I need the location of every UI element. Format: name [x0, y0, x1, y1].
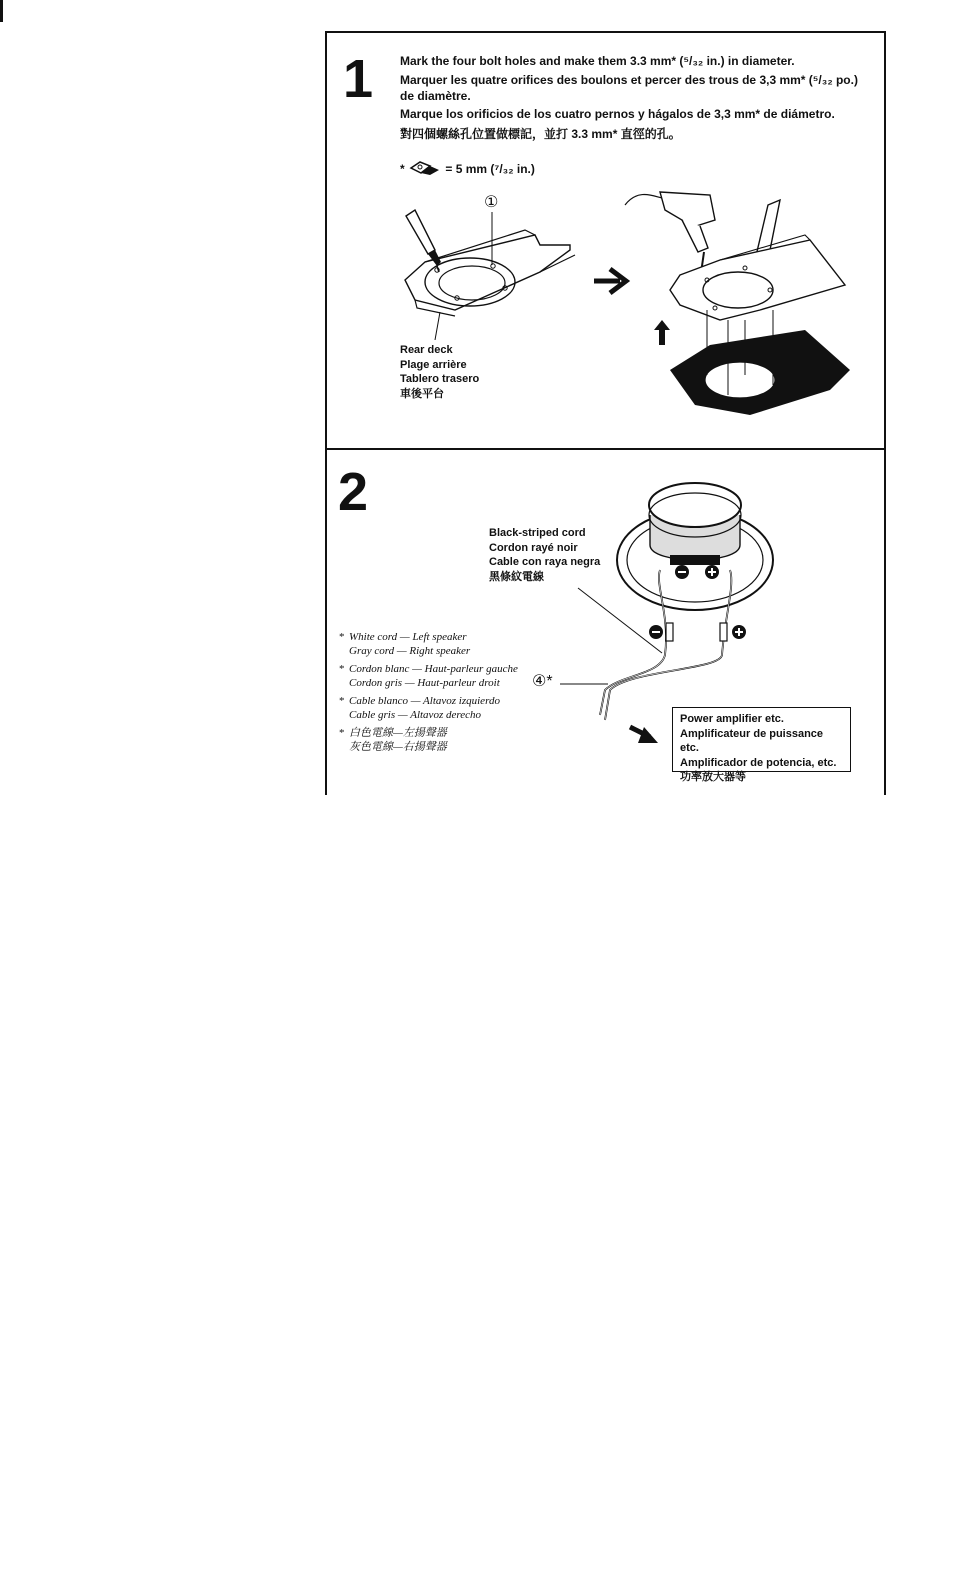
rear-deck-label-es: Tablero trasero — [400, 373, 480, 385]
rear-deck-label-fr: Plage arrière — [400, 358, 467, 371]
note-fr-left: * Cordon blanc — Haut-parleur gauche — [349, 663, 518, 675]
amplifier-label-en: Power amplifier etc. — [680, 713, 784, 725]
rear-deck-label — [400, 343, 479, 401]
step-1-instruction-es: Marque los orificios de los cuatro pernos y hágalos de 3,3 mm* de diámetro. — [400, 107, 835, 121]
note-fr — [339, 662, 518, 690]
step-1-number: 1 — [343, 49, 374, 109]
note-en — [339, 630, 518, 658]
step-2-callout-number: ④ — [532, 673, 547, 690]
cord-color-notes — [339, 630, 518, 758]
rear-deck-marking-illustration — [395, 190, 585, 340]
step-1-callout-number: ① — [484, 194, 499, 211]
step-divider — [325, 448, 886, 450]
step-1-instruction-en: Mark the four bolt holes and make them 3.3 mm* (⁵/₃₂ in.) in diameter. — [400, 54, 795, 68]
note-es — [339, 694, 518, 722]
note-zh-left: * 白色電線—左揚聲器 — [349, 727, 447, 739]
amplifier-label-zh: 功率放大器等 — [680, 771, 746, 783]
step-2-callout — [532, 673, 553, 691]
amplifier-label-es: Amplificador de potencia, etc. — [680, 756, 837, 769]
bolt-size-note — [400, 160, 535, 176]
rear-deck-label-zh: 車後平台 — [400, 387, 444, 400]
step-2-callout-star: * — [546, 673, 553, 690]
note-fr-right: Cordon gris — Haut-parleur droit — [349, 677, 500, 689]
cord-label-zh: 黑條紋電線 — [489, 570, 544, 583]
page-edge-mark — [0, 0, 3, 22]
note-es-right: Cable gris — Altavoz derecho — [349, 709, 481, 721]
note-es-left: * Cable blanco — Altavoz izquierdo — [349, 695, 500, 707]
amplifier-label-fr: Amplificateur de puissance etc. — [680, 727, 824, 754]
cord-label-fr: Cordon rayé noir — [489, 541, 578, 554]
step-1-instruction-fr: Marquer les quatre orifices des boulons et percer des trous de 3,3 mm* (⁵/₃₂ po.) de diamètre. — [400, 73, 858, 103]
cord-label-es: Cable con raya negra — [489, 556, 601, 568]
step-2-number: 2 — [338, 462, 369, 522]
note-zh — [339, 726, 518, 754]
cord-label-en: Black-striped cord — [489, 527, 586, 539]
drilling-illustration — [620, 180, 855, 430]
bolt-icon — [408, 160, 442, 176]
note-zh-right: 灰色電線—右揚聲器 — [349, 741, 447, 753]
note-star: * — [400, 162, 405, 176]
rear-deck-label-en: Rear deck — [400, 344, 453, 356]
note-value: = 5 mm (⁷/₃₂ in.) — [445, 162, 535, 176]
note-en-right: Gray cord — Right speaker — [349, 645, 471, 657]
note-en-left: * White cord — Left speaker — [349, 631, 467, 643]
step-1-instruction-zh: 對四個螺絲孔位置做標記，並打 3.3 mm* 直徑的孔。 — [400, 127, 681, 141]
amplifier-label-box — [672, 707, 851, 783]
